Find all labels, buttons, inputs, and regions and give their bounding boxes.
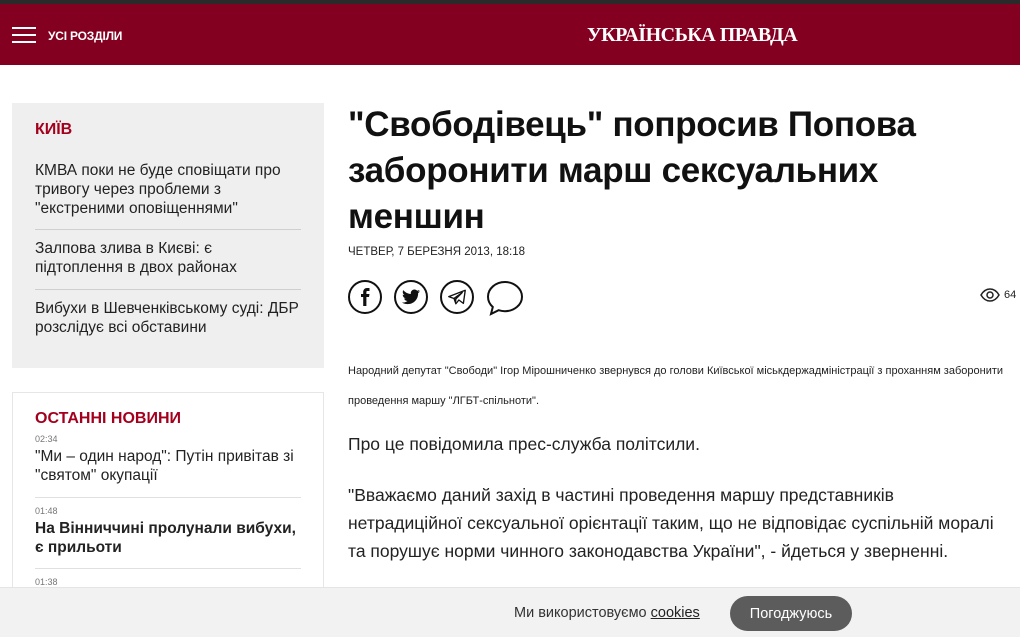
facebook-icon (358, 288, 372, 306)
twitter-icon (402, 289, 420, 305)
kyiv-news-item[interactable]: Залпова злива в Києві: є підтоплення в двох районах (35, 240, 237, 276)
telegram-icon (448, 289, 466, 305)
comment-icon[interactable] (486, 280, 524, 316)
article-title: "Свободівець" попросив Попова заборонити марш сексуальних меншин (348, 105, 916, 236)
twitter-share-button[interactable] (394, 280, 428, 314)
cookie-banner (0, 587, 1020, 637)
article-lead: Народний депутат "Свободи" Ігор Мірошниченко звернувся до голови Київської міськдержадміністрації з проханням заборонити проведення маршу "ЛГБТ-спільноти". (348, 365, 1004, 407)
latest-news-item[interactable]: "Ми – один народ": Путін привітав зі "святом" окупації (35, 448, 294, 484)
cookies-link[interactable]: cookies (650, 605, 700, 621)
kyiv-news-item[interactable]: Вибухи в Шевченківському суді: ДБР розслідує всі обставини (35, 300, 299, 336)
site-logo[interactable]: УКРАЇНСЬКА ПРАВДА (587, 24, 798, 46)
news-time: 01:48 (35, 506, 58, 516)
kyiv-news-item[interactable]: КМВА поки не буде сповіщати про тривогу через проблеми з "екстреними оповіщеннями" (35, 162, 281, 217)
telegram-share-button[interactable] (440, 280, 474, 314)
eye-icon (980, 288, 1000, 302)
cookie-text (514, 605, 700, 621)
views-count: 64 (1004, 289, 1017, 301)
news-time: 02:34 (35, 434, 58, 444)
latest-news-title[interactable]: ОСТАННІ НОВИНИ (35, 410, 182, 427)
facebook-share-button[interactable] (348, 280, 382, 314)
divider (35, 568, 301, 569)
site-header (0, 0, 1020, 65)
article-paragraph: "Вважаємо даний захід в частині проведення маршу представників нетрадиційної сексуальної орієнтації таким, що не відповідає суспільній моралі та порушує норми чинного законодавства України", - йдеться у зверненні. (348, 485, 994, 561)
latest-news-item[interactable]: На Вінниччині пролунали вибухи, є прильоти (35, 520, 296, 556)
divider (35, 229, 301, 230)
article-date: ЧЕТВЕР, 7 БЕРЕЗНЯ 2013, 18:18 (348, 246, 525, 258)
divider (35, 289, 301, 290)
kyiv-section (12, 103, 324, 368)
article-paragraph: Про це повідомила прес-служба політсили. (348, 434, 700, 454)
views-counter (980, 288, 1016, 302)
cookie-message: Ми використовуємо (514, 605, 651, 621)
accept-cookies-button[interactable]: Погоджуюсь (730, 596, 852, 631)
divider (35, 497, 301, 498)
news-time: 01:38 (35, 577, 58, 587)
kyiv-section-title[interactable]: КИЇВ (35, 121, 73, 138)
menu-icon[interactable] (12, 27, 36, 43)
all-sections-link[interactable]: УСІ РОЗДІЛИ (48, 29, 123, 43)
